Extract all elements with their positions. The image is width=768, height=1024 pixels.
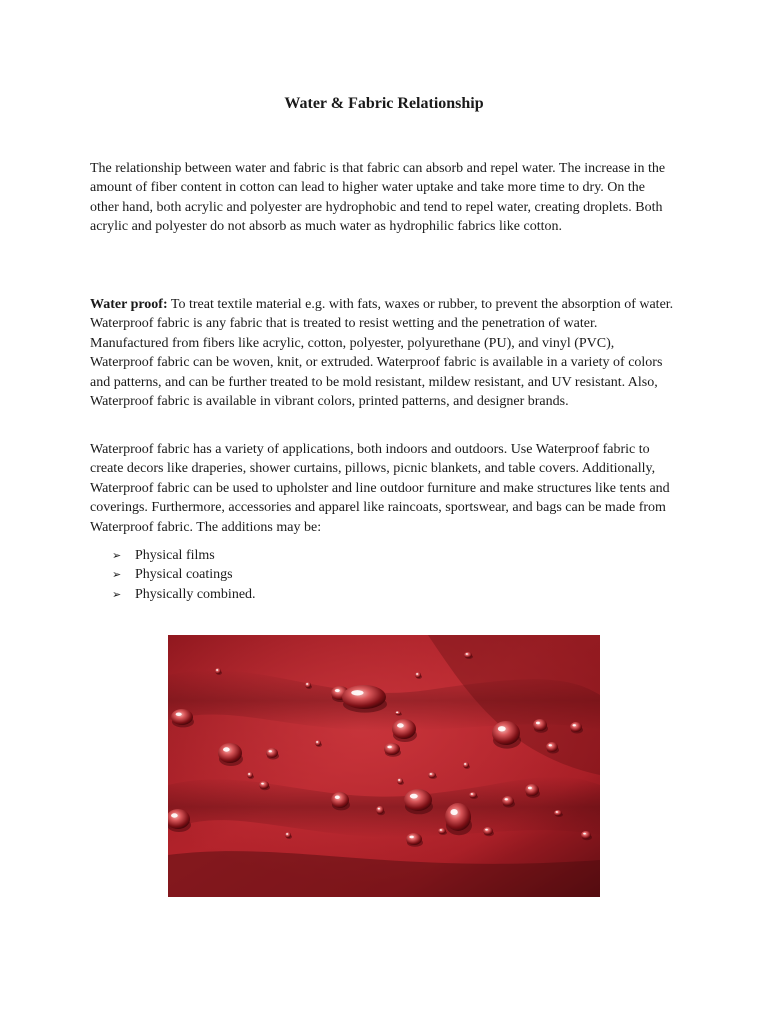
droplet-highlight bbox=[466, 653, 468, 655]
water-droplet bbox=[215, 668, 221, 674]
droplet-highlight bbox=[248, 773, 250, 775]
droplet-highlight bbox=[505, 798, 508, 800]
water-droplet bbox=[533, 719, 547, 731]
droplet-highlight bbox=[583, 833, 586, 835]
water-droplet bbox=[428, 772, 436, 778]
water-droplet bbox=[259, 781, 269, 789]
droplet-highlight bbox=[498, 726, 506, 731]
water-droplet bbox=[285, 832, 291, 838]
water-droplet bbox=[218, 743, 242, 763]
droplet-highlight bbox=[471, 793, 473, 795]
droplet-highlight bbox=[261, 783, 264, 785]
water-droplet bbox=[331, 792, 349, 808]
arrow-bullet-icon: ➢ bbox=[112, 568, 122, 582]
droplet-highlight bbox=[573, 724, 576, 726]
water-droplet bbox=[305, 682, 311, 688]
droplet-highlight bbox=[351, 690, 363, 695]
water-droplet bbox=[315, 740, 321, 746]
droplet-highlight bbox=[536, 722, 540, 725]
droplet-highlight bbox=[556, 811, 558, 813]
water-droplet bbox=[415, 672, 421, 678]
water-droplet bbox=[554, 810, 562, 816]
droplet-highlight bbox=[440, 829, 442, 831]
water-droplet bbox=[404, 789, 432, 811]
list-item: ➢ Physically combined. bbox=[112, 585, 256, 604]
paragraph-applications: Waterproof fabric has a variety of applications, both indoors and outdoors. Use Waterproof fabric to create decors like draperies, shower curtains, pillows, picnic blankets, and table covers. Additionally, Waterproof fabric can be used to upholster and line outdoor furniture and make structures like tents and coverings. Furthermore, accessories and apparel like raincoats, sportswear, and bags can be made from Waterproof fabric. The additions may be: bbox=[90, 442, 670, 535]
water-droplet bbox=[384, 743, 400, 755]
droplet-highlight bbox=[410, 794, 418, 799]
water-droplet bbox=[438, 828, 446, 834]
water-droplet bbox=[464, 652, 472, 658]
droplet-highlight bbox=[216, 669, 218, 671]
water-droplet bbox=[342, 685, 386, 709]
water-droplet bbox=[502, 796, 514, 806]
droplet-highlight bbox=[335, 689, 340, 692]
water-droplet bbox=[483, 827, 493, 835]
water-droplet bbox=[492, 721, 520, 745]
water-droplet bbox=[171, 709, 193, 725]
droplet-highlight bbox=[416, 673, 418, 675]
droplet-highlight bbox=[316, 741, 318, 743]
droplet-highlight bbox=[171, 813, 178, 817]
droplet-highlight bbox=[335, 795, 340, 799]
paragraph-waterproof bbox=[90, 295, 674, 411]
water-droplet bbox=[397, 778, 403, 784]
arrow-bullet-icon: ➢ bbox=[112, 549, 122, 562]
red-fabric-water-droplets-photo bbox=[168, 635, 600, 897]
droplet-highlight bbox=[269, 750, 272, 752]
droplet-highlight bbox=[306, 683, 308, 685]
list-item: ➢ Physical films bbox=[112, 546, 256, 565]
droplet-highlight bbox=[223, 747, 230, 751]
water-droplet bbox=[395, 711, 401, 715]
droplet-highlight bbox=[430, 773, 432, 775]
droplet-highlight bbox=[409, 836, 413, 839]
droplet-highlight bbox=[485, 829, 488, 831]
waterproof-definition: To treat textile material e.g. with fats, waxes or rubber, to prevent the absorption of water. Waterproof fabric is any fabric that is treated to resist wetting and the penetration of water. Manufactured from fibers like acrylic, cotton, polyester, polyurethane (PU), and vinyl (PVC), Waterproof fabric can be woven, knit, or extruded. Waterproof fabric is available in a variety of colors and patterns, and can be further treated to be mold resistant, mildew resistant, and UV resistant. Also, Waterproof fabric is available in vibrant colors, printed patterns, and designer brands. bbox=[90, 297, 674, 410]
droplet-highlight bbox=[397, 723, 404, 727]
droplet-highlight bbox=[549, 744, 552, 746]
droplet-highlight bbox=[176, 712, 182, 716]
water-droplet bbox=[469, 792, 477, 798]
list-item: ➢ Physical coatings bbox=[112, 565, 256, 584]
droplet-highlight bbox=[387, 746, 391, 749]
droplet-highlight bbox=[464, 763, 466, 765]
water-droplet bbox=[581, 831, 591, 839]
droplet-highlight bbox=[396, 712, 398, 714]
water-droplet bbox=[266, 748, 278, 758]
water-droplet bbox=[392, 719, 416, 739]
document-title: Water & Fabric Relationship bbox=[284, 95, 484, 112]
droplet-highlight bbox=[398, 779, 400, 781]
water-droplet bbox=[376, 806, 384, 814]
droplet-highlight bbox=[286, 833, 288, 835]
water-droplet bbox=[406, 833, 422, 845]
water-droplet bbox=[570, 722, 582, 732]
paragraph-water-fabric: The relationship between water and fabric is that fabric can absorb and repel water. The increase in the amount of fiber content in cotton can lead to higher water uptake and take more time to dry. On the other hand, both acrylic and polyester are hydrophobic and tend to repel water, creating droplets. Both acrylic and polyester do not absorb as much water as hydrophilic fabrics like cotton. bbox=[90, 161, 666, 235]
droplet-highlight bbox=[378, 808, 380, 810]
droplet-highlight bbox=[450, 809, 457, 815]
water-droplet bbox=[463, 762, 469, 768]
water-droplet bbox=[247, 772, 253, 778]
water-droplet bbox=[445, 803, 471, 831]
water-droplet bbox=[546, 742, 558, 752]
water-droplet bbox=[525, 784, 539, 796]
additions-list bbox=[112, 546, 256, 604]
arrow-bullet-icon: ➢ bbox=[112, 587, 122, 601]
waterproof-label: Water proof: bbox=[90, 297, 168, 312]
droplet-highlight bbox=[528, 787, 532, 790]
